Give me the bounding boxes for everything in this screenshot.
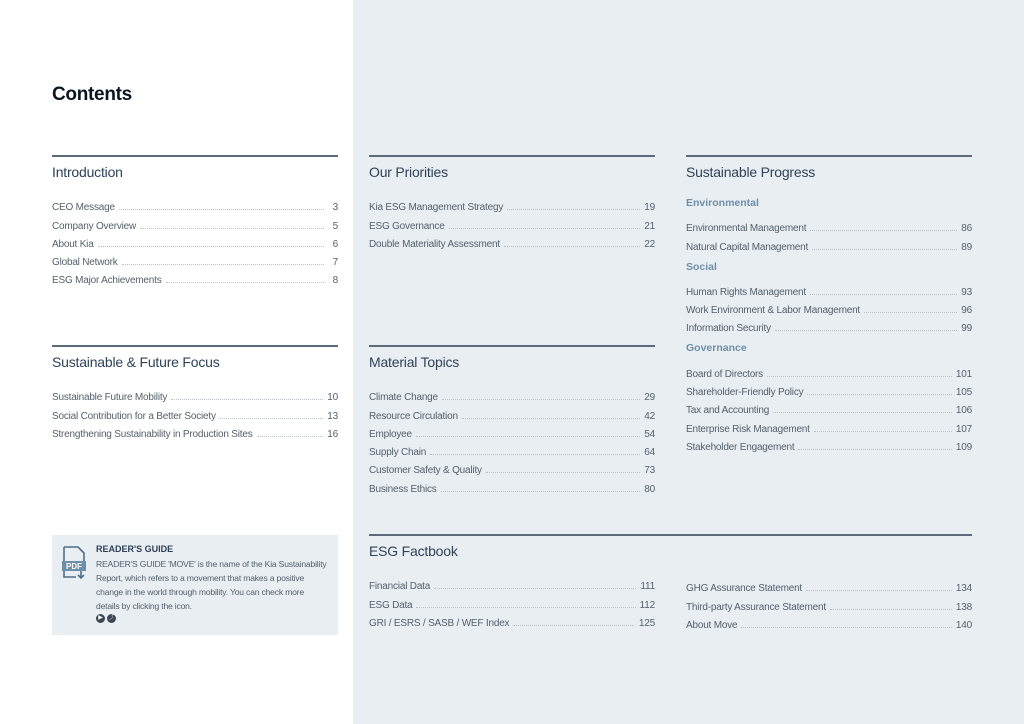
section-our-priorities (369, 155, 655, 250)
toc-entry-page: 16 (327, 428, 338, 440)
toc-entry-label: Environmental Management (686, 223, 807, 235)
dot-leader (767, 376, 952, 377)
dot-leader (513, 625, 635, 626)
toc-entry-label: Customer Safety & Quality (369, 465, 482, 477)
toc-entry[interactable] (369, 592, 655, 610)
dot-leader (462, 418, 640, 419)
dot-leader (119, 209, 324, 210)
toc-entry-page: 106 (955, 405, 972, 417)
toc-entry-page: 109 (955, 441, 972, 453)
section-future-focus (52, 345, 338, 440)
toc-entry-label: Work Environment & Labor Management (686, 305, 861, 317)
toc-entry-page: 42 (644, 410, 655, 422)
toc-entry[interactable] (369, 458, 655, 476)
dot-leader (830, 609, 952, 610)
toc-entry-page: 8 (332, 275, 338, 287)
toc-entry[interactable] (369, 232, 655, 250)
pdf-icon[interactable] (62, 545, 88, 579)
toc-entry-label: Enterprise Risk Management (686, 423, 810, 435)
toc-entry[interactable] (686, 613, 972, 631)
toc-entry[interactable] (369, 611, 655, 629)
toc-entry[interactable] (369, 476, 655, 494)
toc-entry[interactable] (686, 594, 972, 612)
toc-entry[interactable] (369, 213, 655, 231)
toc-entry-label: Human Rights Management (686, 286, 806, 298)
toc-entry[interactable] (52, 268, 338, 286)
toc-entry[interactable] (686, 234, 972, 252)
toc-entry-page: 3 (332, 202, 338, 214)
dot-leader (416, 436, 640, 437)
toc-entry-page: 10 (327, 392, 338, 404)
toc-entry-page: 22 (644, 238, 655, 250)
dot-leader (122, 264, 324, 265)
readers-guide-text: READER'S GUIDE 'MOVE' is the name of the Kia Sustainability Report, which refers to a movement that makes a positive change in the world through mobility. You can check more details by clicking the icon. (96, 559, 327, 611)
dot-leader (486, 472, 640, 473)
dot-leader (98, 246, 324, 247)
toc-entry-page: 112 (639, 599, 655, 611)
toc-entry-label: ESG Data (369, 599, 413, 611)
section-material-topics (369, 345, 655, 495)
toc-entry[interactable] (52, 232, 338, 250)
dot-leader (430, 454, 640, 455)
toc-entry-page: 54 (644, 428, 655, 440)
toc-entry[interactable] (686, 416, 972, 434)
toc-entry-page: 13 (327, 410, 338, 422)
dot-leader (140, 228, 324, 229)
toc-entry[interactable] (369, 574, 655, 592)
toc-entry[interactable] (686, 216, 972, 234)
toc-entry-page: 21 (644, 220, 655, 232)
play-icon[interactable]: ▶ (96, 614, 105, 623)
dot-leader (507, 209, 640, 210)
toc-list (369, 574, 655, 629)
toc-entry-label: Financial Data (369, 581, 431, 593)
dot-leader (416, 607, 635, 608)
toc-entry[interactable] (686, 298, 972, 316)
subsection-title-social: Social (686, 260, 717, 273)
toc-entry-label: Business Ethics (369, 483, 437, 495)
dot-leader (171, 399, 323, 400)
toc-entry[interactable] (686, 435, 972, 453)
toc-entry-label: Shareholder-Friendly Policy (686, 387, 804, 399)
toc-entry[interactable] (52, 422, 338, 440)
dot-leader (814, 431, 952, 432)
readers-guide-box (52, 535, 338, 635)
dot-leader (442, 399, 640, 400)
toc-entry-page: 96 (961, 305, 972, 317)
toc-entry[interactable] (369, 195, 655, 213)
dot-leader (810, 230, 957, 231)
toc-entry[interactable] (52, 250, 338, 268)
toc-entry-page: 6 (332, 238, 338, 250)
dot-leader (504, 246, 640, 247)
toc-entry-label: ESG Major Achievements (52, 275, 162, 287)
toc-entry-label: Kia ESG Management Strategy (369, 202, 504, 214)
toc-entry-page: 86 (961, 223, 972, 235)
toc-entry-label: Information Security (686, 323, 771, 335)
toc-entry-label: CEO Message (52, 202, 115, 214)
dot-leader (864, 312, 957, 313)
toc-entry-page: 134 (955, 583, 972, 595)
toc-entry-label: Sustainable Future Mobility (52, 392, 168, 404)
toc-entry[interactable] (686, 361, 972, 379)
dot-leader (166, 282, 324, 283)
toc-entry-label: Climate Change (369, 392, 438, 404)
toc-entry-label: Tax and Accounting (686, 405, 770, 417)
toc-entry-page: 19 (644, 202, 655, 214)
link-icon[interactable]: ⤴ (108, 615, 115, 621)
toc-list (686, 576, 972, 631)
toc-entry-label: Employee (369, 428, 412, 440)
section-esg-factbook-right (686, 534, 972, 631)
toc-list (52, 195, 338, 286)
toc-list (52, 385, 338, 440)
toc-entry[interactable] (369, 440, 655, 458)
toc-entry-page: 101 (955, 368, 972, 380)
section-sustainable-progress (686, 155, 972, 453)
subsection-title-governance: Governance (686, 342, 747, 355)
section-esg-factbook (369, 534, 655, 629)
toc-entry-page: 5 (332, 220, 338, 232)
toc-entry-label: Social Contribution for a Better Society (52, 410, 216, 422)
toc-entry-label: Global Network (52, 257, 118, 269)
dot-leader (806, 590, 952, 591)
dot-leader (775, 330, 957, 331)
dot-leader (810, 294, 957, 295)
readers-guide-title: READER'S GUIDE (96, 544, 174, 554)
toc-entry-label: About Move (686, 619, 738, 631)
toc-list (369, 195, 655, 250)
toc-entry[interactable] (686, 398, 972, 416)
dot-leader (741, 627, 952, 628)
page-title: Contents (52, 84, 132, 105)
toc-list (369, 385, 655, 495)
dot-leader (773, 412, 952, 413)
toc-entry-label: Supply Chain (369, 447, 427, 459)
guide-icons (96, 614, 116, 623)
toc-entry-page: 29 (644, 392, 655, 404)
toc-entry-label: Company Overview (52, 220, 137, 232)
toc-entry[interactable] (686, 380, 972, 398)
toc-entry[interactable] (369, 422, 655, 440)
toc-entry[interactable] (686, 316, 972, 334)
toc-grouped-list (686, 195, 972, 453)
toc-entry-label: Resource Circulation (369, 410, 458, 422)
toc-entry-label: Board of Directors (686, 368, 763, 380)
toc-entry-label: Double Materiality Assessment (369, 238, 500, 250)
dot-leader (220, 418, 324, 419)
dot-leader (434, 588, 636, 589)
toc-entry[interactable] (369, 403, 655, 421)
toc-entry-page: 105 (955, 387, 972, 399)
toc-entry-label: Natural Capital Management (686, 241, 809, 253)
toc-entry-page: 80 (644, 483, 655, 495)
toc-entry[interactable] (686, 576, 972, 594)
section-title: Introduction (52, 155, 338, 195)
toc-entry-page: 125 (638, 617, 655, 629)
toc-entry-page: 111 (640, 581, 655, 593)
toc-entry[interactable] (52, 195, 338, 213)
toc-entry[interactable] (52, 213, 338, 231)
section-title: ESG Factbook (369, 543, 458, 559)
section-introduction (52, 155, 338, 286)
toc-entry-label: GHG Assurance Statement (686, 583, 803, 595)
toc-entry-page: 107 (955, 423, 972, 435)
toc-entry-label: Stakeholder Engagement (686, 441, 795, 453)
dot-leader (812, 249, 957, 250)
section-title: Sustainable & Future Focus (52, 345, 338, 385)
toc-entry[interactable] (686, 280, 972, 298)
toc-entry[interactable] (52, 385, 338, 403)
dot-leader (441, 491, 641, 492)
dot-leader (449, 228, 641, 229)
toc-entry-label: ESG Governance (369, 220, 445, 232)
pdf-icon-label: PDF (66, 562, 82, 571)
toc-entry-page: 99 (961, 323, 972, 335)
toc-entry-page: 140 (955, 619, 972, 631)
toc-entry[interactable] (52, 403, 338, 421)
toc-entry-page: 64 (644, 447, 655, 459)
dot-leader (807, 394, 951, 395)
toc-entry-label: Third-party Assurance Statement (686, 601, 826, 613)
toc-entry-page: 7 (332, 257, 338, 269)
toc-entry-label: GRI / ESRS / SASB / WEF Index (369, 617, 510, 629)
toc-entry-page: 73 (644, 465, 655, 477)
section-title: Sustainable Progress (686, 155, 972, 195)
toc-entry-page: 89 (961, 241, 972, 253)
section-title: Material Topics (369, 345, 655, 385)
dot-leader (798, 449, 951, 450)
subsection-title-environmental: Environmental (686, 197, 759, 209)
toc-entry-page: 138 (955, 601, 972, 613)
toc-entry-label: Strengthening Sustainability in Production Sites (52, 428, 253, 440)
toc-entry[interactable] (369, 385, 655, 403)
section-title: Our Priorities (369, 155, 655, 195)
toc-entry-page: 93 (961, 286, 972, 298)
dot-leader (257, 436, 324, 437)
toc-entry-label: About Kia (52, 238, 94, 250)
